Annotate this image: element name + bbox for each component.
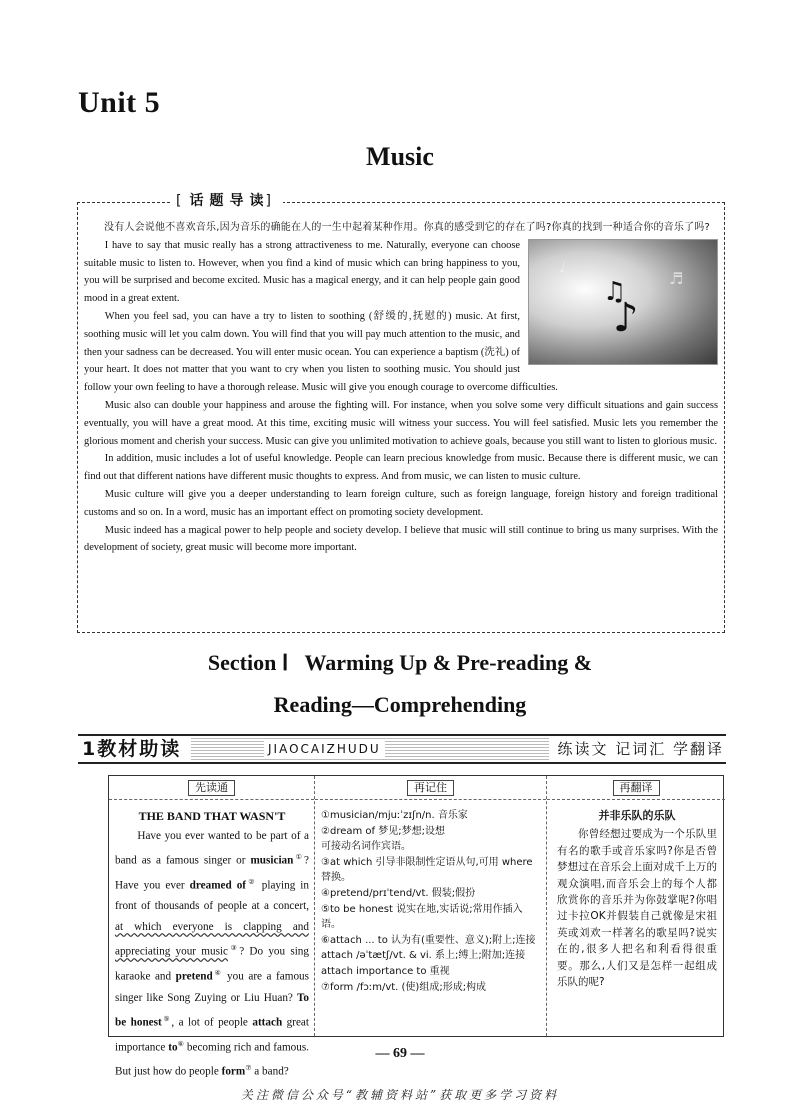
note-item: ③at which 引导非限制性定语从句,可用 where 替换。 xyxy=(321,856,533,884)
music-notes-image xyxy=(528,239,718,365)
section-banner xyxy=(78,734,726,764)
text-span: playing in front of thousands of people at a concert, xyxy=(115,879,310,913)
topic-reading-box xyxy=(77,193,725,633)
music-note-icon: ♪ xyxy=(613,294,639,341)
note-marker: ⑤ xyxy=(161,1014,172,1023)
note-item: attach /əˈtætʃ/vt. & vi. 系上;缚上;附加;连接 xyxy=(321,950,526,962)
text-span: ? Do you sing karaoke and xyxy=(115,946,309,983)
keyword: pretend xyxy=(175,970,213,983)
column-header xyxy=(315,776,546,800)
notes-column xyxy=(314,776,546,1036)
banner-title: 1教材助读 xyxy=(78,738,191,760)
note-item: ①musician/mjuːˈzɪʃn/n. 音乐家 xyxy=(321,810,468,821)
translation-paragraph: 你曾经想过要成为一个乐队里有名的歌手或音乐家吗?你是否曾梦想过在音乐会上面对成千上万的观众演唱,而音乐会上的每个人都欣赏你的音乐并为你鼓掌呢?你唱过卡拉OK并假装自己就像是宋祖英或刘欢一样著名的歌星吗?说实在的,很多人把名和利看得很重要。那么,人们又是怎样一起组成乐队的呢? xyxy=(557,828,717,989)
topic-tag-label: 话题导读 xyxy=(189,193,270,209)
keyword: dreamed of xyxy=(189,879,247,892)
music-note-icon: ♬ xyxy=(669,268,684,288)
keyword: attach xyxy=(252,1016,283,1029)
column-header-label: 再记住 xyxy=(407,780,454,796)
reading-text xyxy=(109,800,314,1083)
note-item: ②dream of 梦见;梦想;设想 xyxy=(321,825,445,837)
note-marker: ⑥ xyxy=(177,1039,185,1048)
music-note-icon: ♫ xyxy=(603,276,627,307)
topic-intro-cn: 没有人会说他不喜欢音乐,因为音乐的确能在人的一生中起着某种作用。你真的感受到它的存在了吗?你真的找到一种适合你的音乐了吗? xyxy=(104,222,710,233)
note-marker: ⑦ xyxy=(245,1064,252,1073)
reading-title: THE BAND THAT WASN'T xyxy=(138,809,286,823)
note-item: attach importance to 重视 xyxy=(321,965,450,977)
topic-paragraph: In addition, music includes a lot of useful knowledge. People can learn precious knowledge from music. Because there is different music, we can find out that different nations have different music thoughts to express. And from music, we can listen to music culture. xyxy=(84,453,718,483)
note-item: ⑥attach ... to 认为有(重要性、意义);附上;连接 xyxy=(321,934,536,946)
note-marker: ③ xyxy=(228,944,240,953)
note-item: ⑦form /fɔːm/vt. (使)组成;形成;构成 xyxy=(321,981,487,993)
translation-column xyxy=(546,776,725,1036)
note-marker: ④ xyxy=(212,969,223,978)
note-marker: ① xyxy=(293,853,305,861)
footer-note: 关注微信公众号“教辅资料站”获取更多学习资料 xyxy=(240,1088,560,1102)
text-span: great importance xyxy=(115,1016,310,1054)
banner-subtitle: 练读文 记词汇 学翻译 xyxy=(549,738,726,760)
reading-column xyxy=(109,776,314,1079)
reading-paragraph xyxy=(115,826,309,1083)
column-header-label: 先读通 xyxy=(188,780,235,796)
keyword: musician xyxy=(250,854,294,867)
page-title: Music xyxy=(366,142,434,171)
topic-text xyxy=(84,219,718,557)
topic-tag xyxy=(170,190,283,210)
column-header xyxy=(547,776,725,800)
topic-paragraph: Music indeed has a magical power to help people and society develop. I believe that music will still continue to bring us many surprises. With the development of society, great music will become more important. xyxy=(84,524,718,554)
text-span: , a lot of people xyxy=(171,1016,253,1029)
column-header xyxy=(109,776,314,800)
topic-paragraph: Music culture will give you a deeper understanding to learn foreign culture, such as foreign language, foreign history and foreign traditional customs and so on. In a word, music has an important effect on promoting society development. xyxy=(84,488,718,518)
text-span: a band? xyxy=(251,1066,289,1079)
text-span: you are a famous singer like Song Zuying or Liu Huan? xyxy=(115,970,309,1004)
banner-pinyin: JIAOCAIZHUDU xyxy=(264,740,385,758)
note-marker: ② xyxy=(246,877,257,886)
text-span: becoming rich and famous. But just how do people xyxy=(115,1041,309,1079)
note-item: ④pretend/prɪˈtend/vt. 假装;假扮 xyxy=(321,887,476,899)
text-span: ? Have you ever xyxy=(115,854,309,892)
section-title-line1: Section Ⅰ Warming Up & Pre-reading & xyxy=(207,650,593,675)
keyword: form xyxy=(221,1066,246,1079)
topic-paragraph: Music also can double your happiness and arouse the fighting will. For instance, when you solve some very difficult situations and gain success eventually, you will have a great mood. At this time, exciting music will witness your success. You will feel satisfied. Music lets you remember the glorious moment and cherish your success. Music can give you unlimited motivation to achieve goals, because you still want to listen to glorious music. xyxy=(84,399,718,447)
notes-list xyxy=(315,800,546,995)
text-span: Have you ever wanted to be part of a band as a famous singer or xyxy=(115,830,309,867)
note-item: ⑤to be honest 说实在地,实话说;常用作插入语。 xyxy=(321,903,523,931)
translation-text xyxy=(547,800,725,990)
section-title-line2: Reading—Comprehending xyxy=(273,692,527,717)
topic-paragraph: When you feel sad, you can have a try to listen to soothing (舒缓的,抚慰的) music. At first, soothing music will let you calm down. You will find that you will pay much attention to the music, and then your sadness can be decreased. You will enter music ocean. You can experience a baptism (洗礼) of your heart. It does not matter that you want to cry when you listen to soothing music. You should just follow your own feeling to have a thorough release. Music will give you enough courage to overcome difficulties. xyxy=(84,310,558,394)
keyword: to xyxy=(168,1041,178,1054)
note-item: 可接动名词作宾语。 xyxy=(321,841,411,853)
topic-paragraph: I have to say that music really has a strong attractiveness to me. Naturally, everyone can choose suitable music to listen to. However, when you find a kind of music which can bring happiness to you, you will be surprised and become excited. Music has a magical energy, and it can help people gain good mood in a great extent. xyxy=(84,239,520,305)
unit-title: Unit 5 xyxy=(78,86,161,119)
page-number: — 69 — xyxy=(375,1046,425,1061)
keyword: To be honest xyxy=(115,991,309,1029)
music-note-icon: ♩ xyxy=(559,259,566,276)
translation-title: 并非乐队的乐队 xyxy=(598,809,676,822)
column-header-label: 再翻译 xyxy=(613,780,660,796)
wavy-underlined-clause: at which everyone is clapping and appreciating your music xyxy=(115,921,309,959)
